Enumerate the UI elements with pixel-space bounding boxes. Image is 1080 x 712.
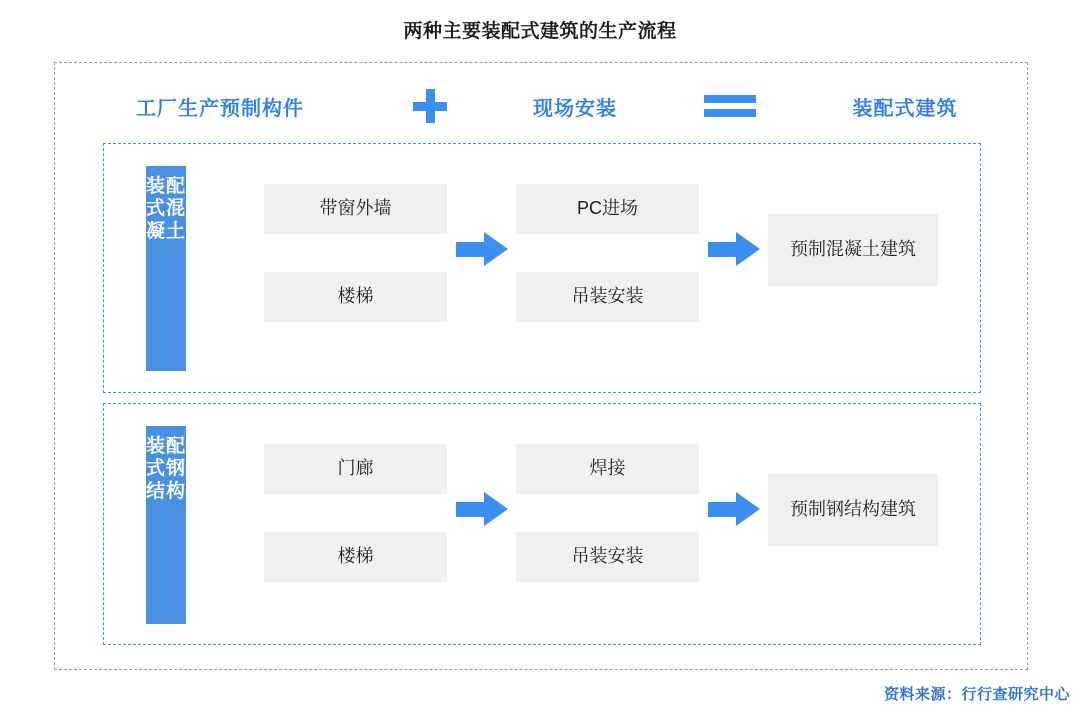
result-item: 预制钢结构建筑 <box>768 474 938 546</box>
arrow-right-icon <box>456 232 508 266</box>
arrow-right-icon <box>708 232 760 266</box>
factory-item: 门廊 <box>264 444 447 494</box>
group-tag-label: 装配式混凝土 <box>146 166 186 371</box>
header-stage-1: 工厂生产预制构件 <box>136 97 304 120</box>
result-item: 预制混凝土建筑 <box>768 214 938 286</box>
header-stage-3: 装配式建筑 <box>852 97 958 120</box>
group-precast-steel <box>103 403 981 645</box>
plus-icon <box>385 89 475 123</box>
onsite-item: 吊装安装 <box>516 272 699 322</box>
onsite-item: PC进场 <box>516 184 699 234</box>
diagram-outer-frame <box>54 62 1028 670</box>
onsite-item: 吊装安装 <box>516 532 699 582</box>
header-row <box>55 81 1027 131</box>
page-title: 两种主要装配式建筑的生产流程 <box>403 21 677 42</box>
group-precast-concrete <box>103 143 981 393</box>
factory-item: 楼梯 <box>264 532 447 582</box>
group-tag-label: 装配式钢结构 <box>146 426 186 624</box>
arrow-right-icon <box>708 492 760 526</box>
factory-item: 带窗外墙 <box>264 184 447 234</box>
onsite-item: 焊接 <box>516 444 699 494</box>
factory-item: 楼梯 <box>264 272 447 322</box>
equals-icon <box>675 94 785 118</box>
header-stage-2: 现场安装 <box>533 97 617 120</box>
source-note: 资料来源：行行查研究中心 <box>883 686 1070 703</box>
arrow-right-icon <box>456 492 508 526</box>
